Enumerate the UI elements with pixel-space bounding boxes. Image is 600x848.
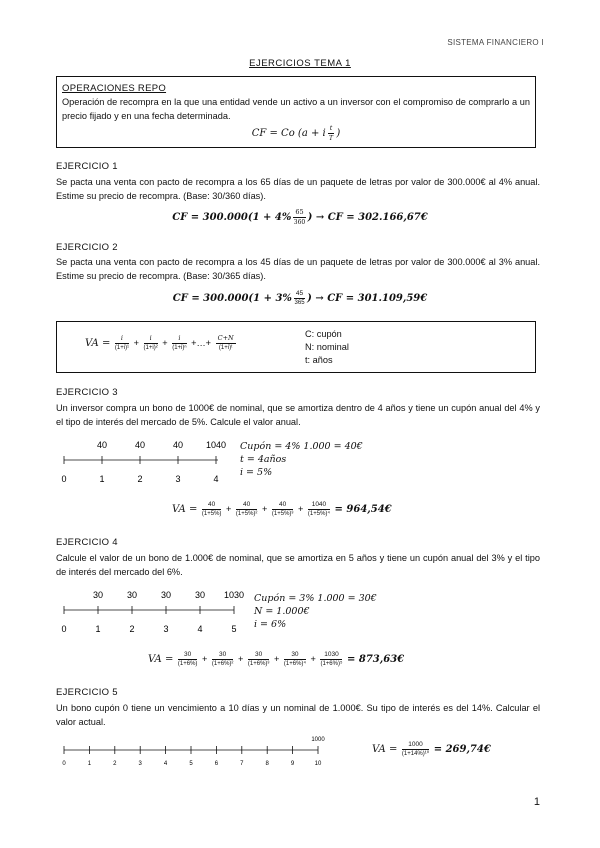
- ej3-heading: EJERCICIO 3: [56, 387, 118, 398]
- ej4-year-label: 1: [95, 624, 101, 634]
- ej3-flow-label: 40: [172, 440, 184, 450]
- ej2-formula: CF = 300.000(1 + 3% $\frac{45}{365}$ ) → CF = 301.109,59€: [172, 290, 428, 306]
- ej5-va-formula: VA = $\frac{1000}{\text{(1+14\%)¹⁰}}$ = 269,74€: [372, 741, 491, 757]
- ej5-year-label: 4: [163, 761, 168, 767]
- ej5-year-label: 2: [113, 761, 117, 767]
- ej3-flow-label: 1040: [205, 440, 227, 450]
- repo-formula: CF = Co (a + i $\frac{t}{T}$ ): [251, 124, 341, 142]
- ej5-year-label: 6: [214, 761, 219, 767]
- ej4-year-label: 4: [197, 624, 203, 634]
- ej3-year-label: 3: [175, 474, 181, 484]
- va-general-formula: VA = $\frac{i}{\text{(1+i)¹}}$ + $\frac{i}{\text{(1+i)²}}$ + $\frac{i}{\text{(1+i)ⁿ}}$ +…+ $\frac{C+N}{\text{(1+i)ᵗ}}$: [85, 334, 234, 351]
- ej5-flow-label: 1000: [311, 737, 325, 743]
- ej3-timeline: [56, 436, 236, 488]
- ej2-text: Se pacta una venta con pacto de recompra a los 45 días de un paquete de letras por valor de 300.000€ al 3% anual. Estime su precio de recompra. (Base: 30/365 días).: [56, 257, 540, 281]
- ej3-year-label: 0: [61, 474, 67, 484]
- ej4-heading: EJERCICIO 4: [56, 537, 118, 548]
- ej5-year-label: 5: [189, 761, 193, 767]
- ej5-heading: EJERCICIO 5: [56, 687, 118, 698]
- repo-definition-box: [56, 76, 536, 148]
- ej4-year-label: 3: [163, 624, 169, 634]
- ej4-flow-label: 30: [194, 590, 206, 600]
- va-general-box: [56, 321, 536, 373]
- legend-cupon: C: cupón: [305, 329, 342, 339]
- ej4-flow-label: 30: [92, 590, 104, 600]
- va-legend: [305, 328, 349, 367]
- ej5-year-label: 10: [314, 761, 322, 767]
- ej4-va-formula: VA = $\frac{30}{(1+6\%)}$ + $\frac{30}{\text{(1+6\%)²}}$ + $\frac{30}{\text{(1+6\%)³}}$ + $\frac{30}{\text{(1+6\%)⁴}}$ + $\frac{1030}{\text{(1+6\%)⁵}}$ = 873,63€: [148, 651, 405, 667]
- repo-text: Operación de recompra en la que una entidad vende un activo a un inversor con el compromiso de comprarlo a un precio fijado y en una fecha determinada.: [62, 97, 530, 121]
- ej4-flow-label: 30: [126, 590, 138, 600]
- ej5-year-label: 1: [87, 761, 92, 767]
- ej3-year-label: 2: [137, 474, 143, 484]
- ej5-year-label: 8: [265, 761, 269, 767]
- ej4-flow-label: 30: [160, 590, 172, 600]
- ej4-text: Calcule el valor de un bono de 1.000€ de nominal, que se amortiza en 5 años y tiene un cupón anual del 3% y el tipo de interés del mercado del 6%.: [56, 553, 540, 577]
- ej3-note-cupon: Cupón = 4% 1.000 = 40€: [240, 441, 363, 452]
- legend-years: t: años: [305, 355, 333, 365]
- ej4-notes: [254, 592, 377, 631]
- ej4-flow-label: 1030: [223, 590, 245, 600]
- ej4-year-label: 0: [61, 624, 67, 634]
- ej4-year-label: 2: [129, 624, 135, 634]
- ej4-year-label: 5: [231, 624, 237, 634]
- repo-heading: OPERACIONES REPO: [62, 83, 167, 94]
- ej3-year-label: 1: [99, 474, 105, 484]
- ej3-note-i: i = 5%: [240, 467, 273, 478]
- ej2-heading: EJERCICIO 2: [56, 242, 118, 253]
- page-title: EJERCICIOS TEMA 1: [249, 58, 351, 69]
- ej1-text: Se pacta una venta con pacto de recompra a los 65 días de un paquete de letras por valor de 300.000€ al 4% anual. Estime su precio de recompra. (Base: 30/360 días).: [56, 177, 540, 201]
- ej3-text: Un inversor compra un bono de 1000€ de nominal, que se amortiza dentro de 4 años y tiene un cupón anual del 4% y el tipo de interés del mercado de 5%. Calcule el valor anual.: [56, 403, 540, 427]
- ej5-timeline: [56, 732, 336, 772]
- ej5-text: Un bono cupón 0 tiene un vencimiento a 10 días y un nominal de 1.000€. Su tipo de interés es del 14%. Calcular el valor actual.: [56, 703, 540, 727]
- ej1-heading: EJERCICIO 1: [56, 161, 118, 172]
- ej3-note-t: t = 4años: [240, 454, 287, 465]
- ej3-va-formula: VA = $\frac{40}{(1+5\%)}$ + $\frac{40}{\text{(1+5\%)²}}$ + $\frac{40}{\text{(1+5\%)³}}$ + $\frac{1040}{\text{(1+5\%)⁴}}$ = 964,54€: [172, 501, 392, 517]
- ej3-year-label: 4: [213, 474, 219, 484]
- ej4-note-n: N = 1.000€: [254, 606, 310, 617]
- page-number: 1: [533, 796, 540, 808]
- ej1-formula: CF = 300.000(1 + 4% $\frac{65}{360}$ ) → CF = 302.166,67€: [172, 208, 428, 226]
- ej4-timeline: [56, 586, 256, 638]
- ej3-flow-label: 40: [96, 440, 108, 450]
- ej4-note-i: i = 6%: [254, 619, 287, 630]
- legend-nominal: N: nominal: [305, 342, 349, 352]
- course-header: SISTEMA FINANCIERO I: [447, 38, 544, 47]
- ej5-year-label: 7: [240, 761, 244, 767]
- ej5-year-label: 3: [138, 761, 142, 767]
- ej5-year-label: 0: [62, 761, 66, 767]
- ej3-notes: [240, 440, 363, 479]
- ej5-year-label: 9: [290, 761, 295, 767]
- ej4-note-cupon: Cupón = 3% 1.000 = 30€: [254, 593, 377, 604]
- ej3-flow-label: 40: [134, 440, 146, 450]
